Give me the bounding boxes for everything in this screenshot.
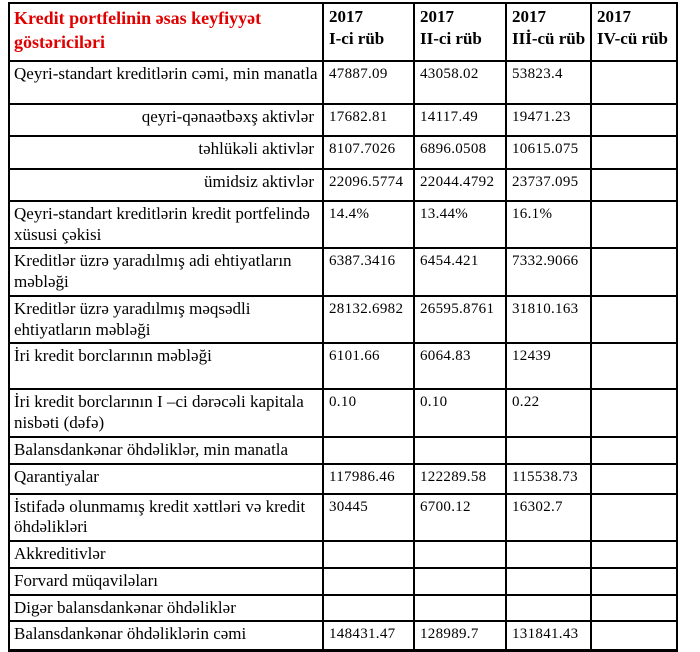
row-value-q3 [506,568,591,595]
table-row [9,568,677,595]
column-header-year: 2017 [420,7,454,26]
row-value-q4 [591,169,677,201]
row-value-q4 [591,201,677,248]
table-row [9,104,677,136]
row-value-q1: 6387.3416 [323,248,414,295]
row-value-q3: 16.1% [506,201,591,248]
row-label: İstifadə olunmamış kredit xəttləri və kredit öhdəlikləri [9,494,323,541]
row-value-q1: 17682.81 [323,104,414,136]
table-row [9,296,677,343]
row-value-q3 [506,541,591,568]
column-header-q3 [506,3,591,61]
table-row [9,541,677,568]
column-header-q1 [323,3,414,61]
row-value-q4 [591,248,677,295]
row-value-q3: 7332.9066 [506,248,591,295]
row-value-q2 [414,595,506,622]
row-value-q1 [323,437,414,464]
row-value-q1 [323,541,414,568]
row-value-q2: 0.10 [414,389,506,436]
row-value-q4 [591,343,677,389]
row-value-q2: 14117.49 [414,104,506,136]
row-value-q4 [591,541,677,568]
table-row [9,464,677,494]
row-value-q2: 26595.8761 [414,296,506,343]
row-value-q1: 6101.66 [323,343,414,389]
row-value-q2: 128989.7 [414,621,506,650]
row-label: Qeyri-standart kreditlərin kredit portfelində xüsusi çəkisi [9,201,323,248]
row-value-q1: 14.4% [323,201,414,248]
row-value-q3: 131841.43 [506,621,591,650]
row-value-q1 [323,595,414,622]
row-value-q1: 47887.09 [323,61,414,104]
row-value-q3: 53823.4 [506,61,591,104]
row-value-q3: 115538.73 [506,464,591,494]
table-row [9,389,677,436]
row-value-q4 [591,494,677,541]
row-value-q1: 22096.5774 [323,169,414,201]
row-value-q3: 19471.23 [506,104,591,136]
column-header-quarter: I-ci rüb [329,28,385,48]
row-value-q4 [591,389,677,436]
column-header-q2 [414,3,506,61]
row-value-q2 [414,541,506,568]
row-label: ümidsiz aktivlər [9,169,323,201]
row-value-q3: 10615.075 [506,136,591,169]
column-header-year: 2017 [329,7,363,26]
row-value-q3: 23737.095 [506,169,591,201]
row-value-q3 [506,595,591,622]
table-row [9,169,677,201]
row-value-q1: 148431.47 [323,621,414,650]
column-header-quarter: II-ci rüb [420,28,482,48]
row-value-q4 [591,595,677,622]
row-label: Kreditlər üzrə yaradılmış adi ehtiyatların məbləği [9,248,323,295]
row-value-q4 [591,464,677,494]
row-value-q4 [591,104,677,136]
row-value-q4 [591,296,677,343]
row-value-q2: 22044.4792 [414,169,506,201]
row-label: Qarantiyalar [9,464,323,494]
table-title [9,3,323,61]
row-value-q2: 6700.12 [414,494,506,541]
row-value-q3: 12439 [506,343,591,389]
row-label: Digər balansdankənar öhdəliklər [9,595,323,622]
table-row [9,595,677,622]
row-value-q1: 28132.6982 [323,296,414,343]
row-value-q4 [591,621,677,650]
row-label: Forvard müqaviləları [9,568,323,595]
row-label: İri kredit borclarının məbləği [9,343,323,389]
column-header-quarter: IV-cü rüb [597,28,668,48]
row-value-q2: 13.44% [414,201,506,248]
row-value-q4 [591,136,677,169]
table-row [9,494,677,541]
row-value-q2: 6064.83 [414,343,506,389]
table-row [9,621,677,650]
table-row [9,201,677,248]
row-value-q4 [591,437,677,464]
table-row [9,61,677,104]
row-value-q1 [323,568,414,595]
row-value-q2: 6896.0508 [414,136,506,169]
row-label: Qeyri-standart kreditlərin cəmi, min manatla [9,61,323,104]
table-row [9,437,677,464]
row-label: Kreditlər üzrə yaradılmış məqsədli ehtiyatların məbləği [9,296,323,343]
row-value-q3: 0.22 [506,389,591,436]
row-value-q3: 31810.163 [506,296,591,343]
row-label: Akkreditivlər [9,541,323,568]
row-value-q1: 30445 [323,494,414,541]
table-row [9,343,677,389]
column-header-q4 [591,3,677,61]
row-label: qeyri-qənaətbəxş aktivlər [9,104,323,136]
row-label: İri kredit borclarının I –ci dərəcəli kapitala nisbəti (dəfə) [9,389,323,436]
row-value-q4 [591,61,677,104]
row-value-q1: 8107.7026 [323,136,414,169]
row-label: Balansdankənar öhdəliklərin cəmi [9,621,323,650]
row-value-q1: 0.10 [323,389,414,436]
row-value-q3: 16302.7 [506,494,591,541]
table-row [9,136,677,169]
row-label: Balansdankənar öhdəliklər, min manatla [9,437,323,464]
table-row [9,248,677,295]
row-value-q2 [414,437,506,464]
row-value-q4 [591,568,677,595]
credit-portfolio-quality-table [8,2,678,652]
header-row [9,3,677,61]
row-label: təhlükəli aktivlər [9,136,323,169]
column-header-year: 2017 [597,7,631,26]
row-value-q2: 43058.02 [414,61,506,104]
row-value-q2 [414,568,506,595]
column-header-year: 2017 [512,7,546,26]
table-title-text: Kredit portfelinin əsas keyfiyyət göstəriciləri [14,8,262,52]
row-value-q1: 117986.46 [323,464,414,494]
column-header-quarter: IIİ-cü rüb [512,28,586,48]
row-value-q2: 122289.58 [414,464,506,494]
row-value-q3 [506,437,591,464]
row-value-q2: 6454.421 [414,248,506,295]
table-body [9,61,677,650]
